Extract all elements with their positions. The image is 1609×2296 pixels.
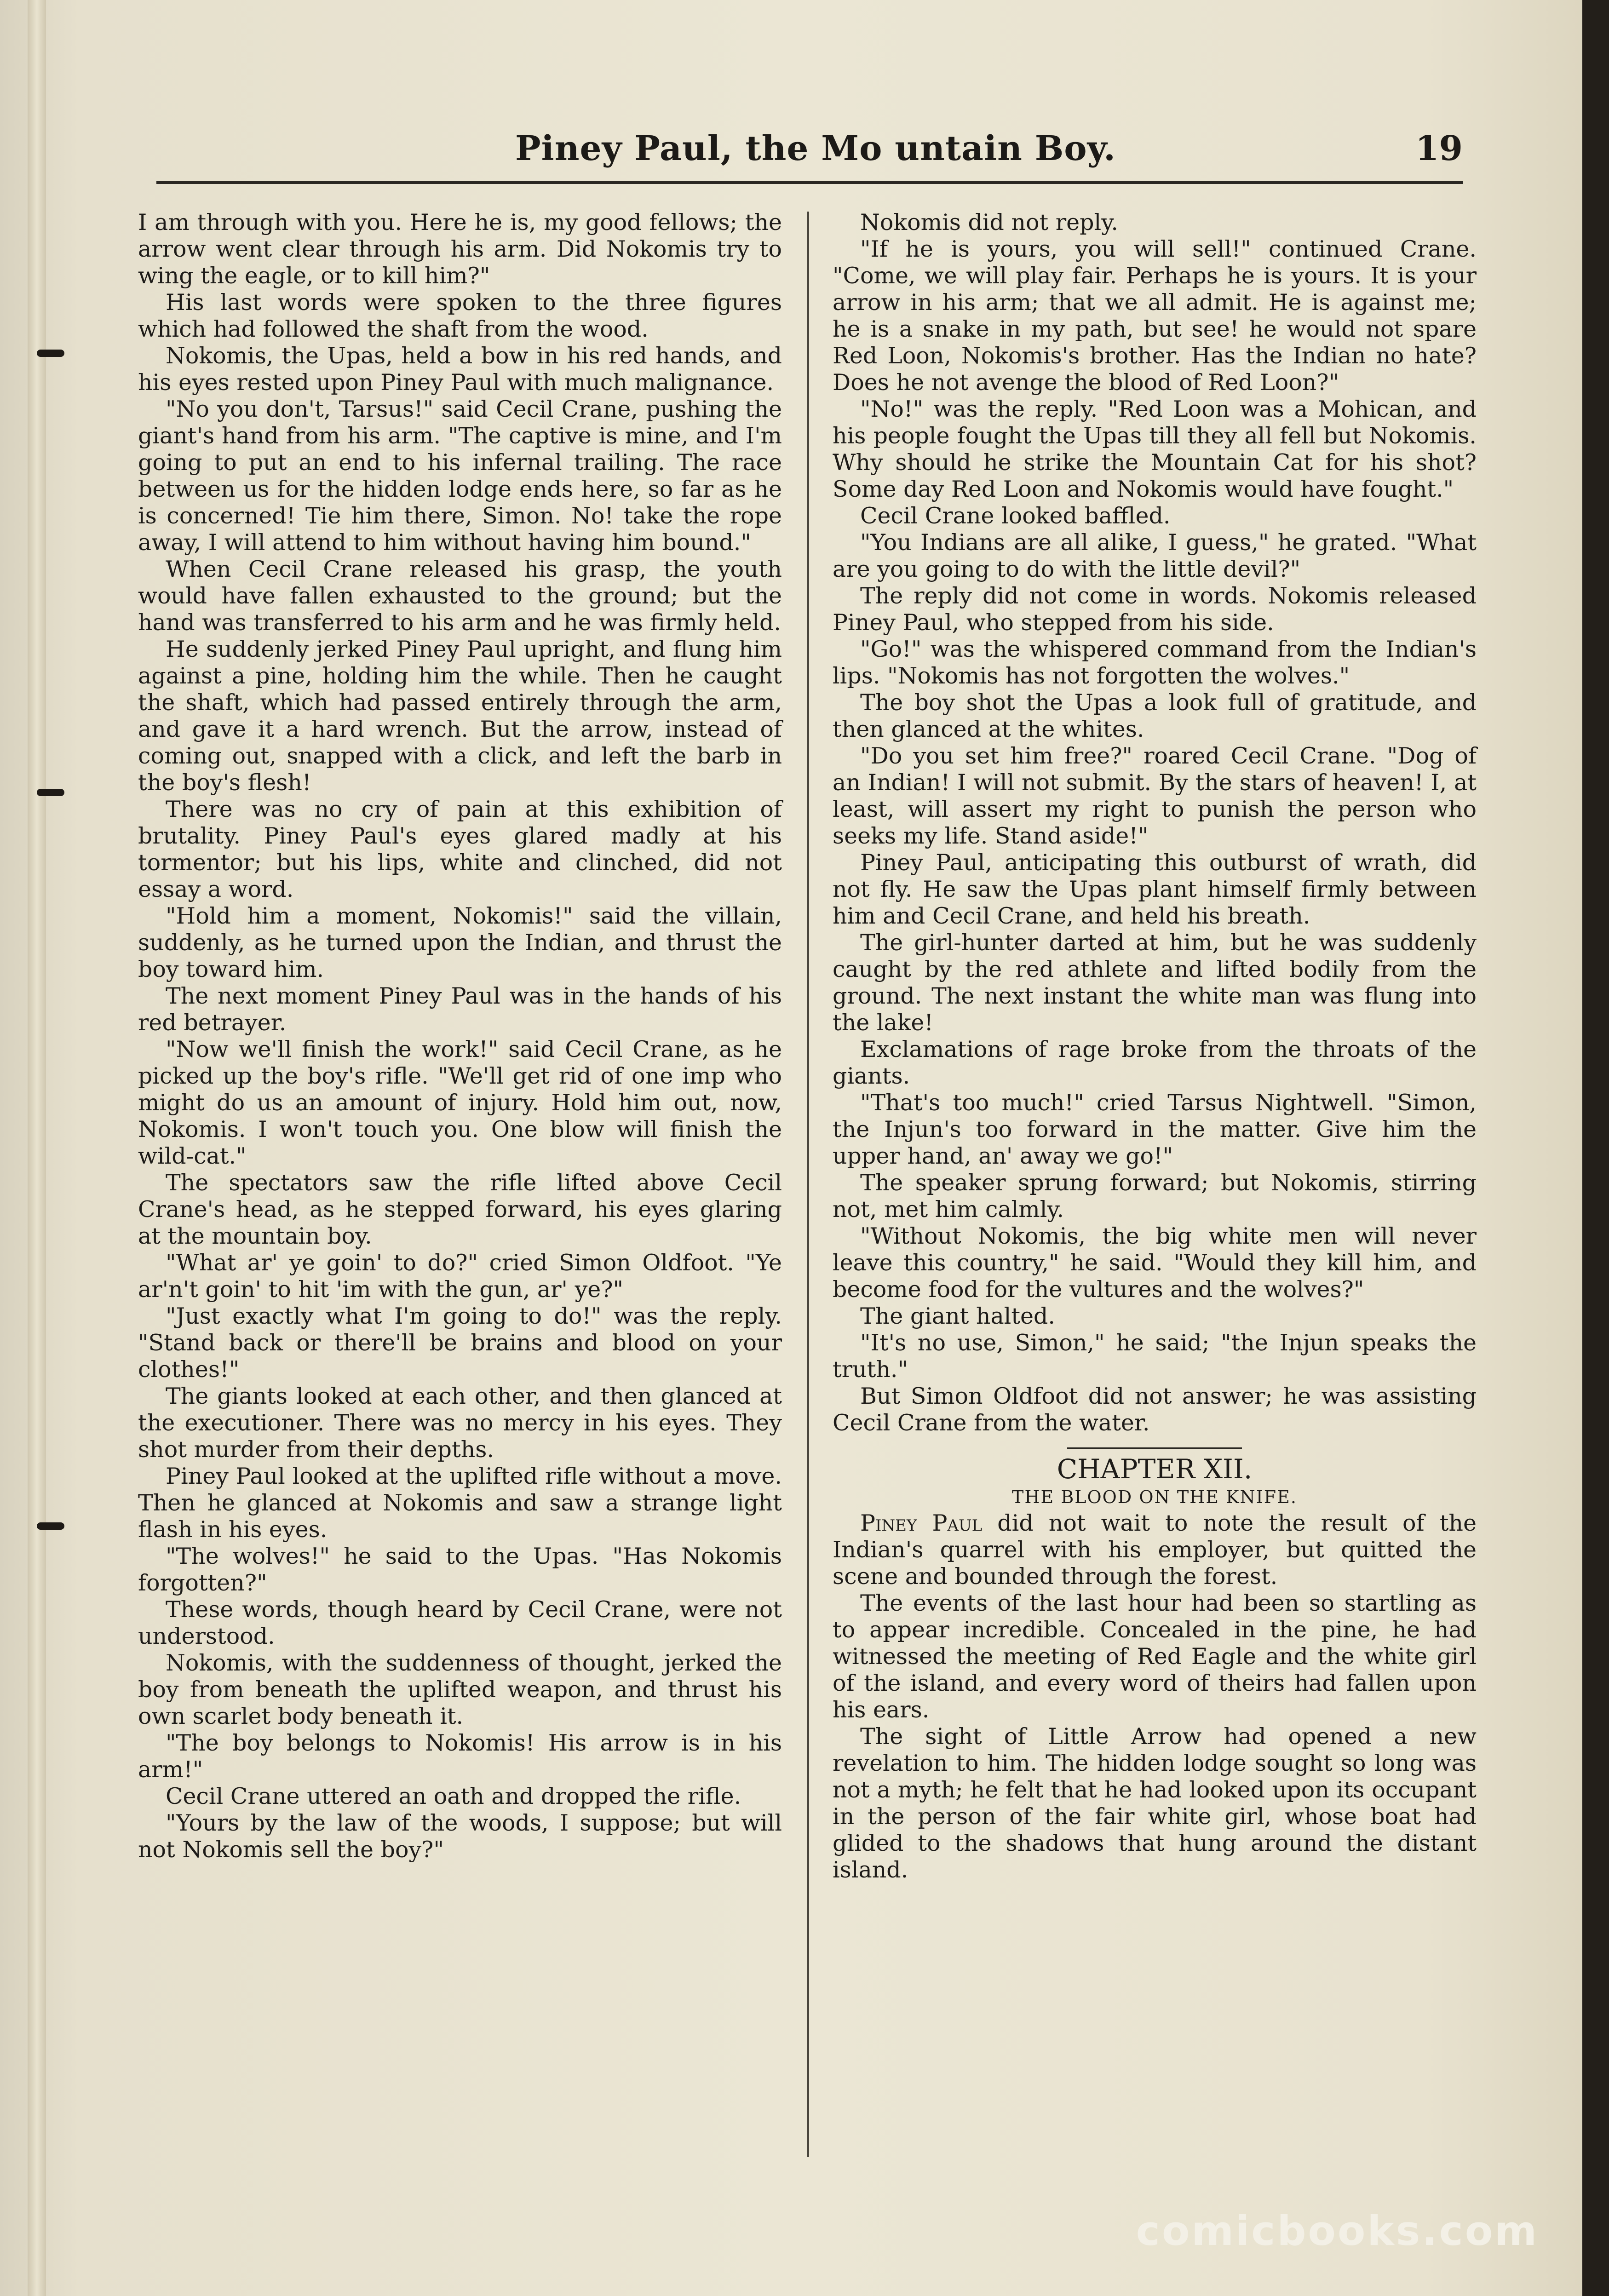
paragraph: There was no cry of pain at this exhibition of brutality. Piney Paul's eyes glared madly at his tormentor; but his lips, white and clinched, did not essay a word. xyxy=(138,796,782,902)
paragraph: "Go!" was the whispered command from the Indian's lips. "Nokomis has not forgotten the wolves." xyxy=(833,636,1477,689)
paragraph: But Simon Oldfoot did not answer; he was assisting Cecil Crane from the water. xyxy=(833,1383,1477,1436)
header-rule xyxy=(156,181,1463,184)
paragraph: "You Indians are all alike, I guess," he grated. "What are you going to do with the little devil?" xyxy=(833,529,1477,582)
paragraph: These words, though heard by Cecil Crane, were not understood. xyxy=(138,1596,782,1649)
paragraph: When Cecil Crane released his grasp, the youth would have fallen exhausted to the ground; but the hand was transferred to his arm and he was firmly held. xyxy=(138,556,782,636)
chapter-rule xyxy=(1067,1447,1242,1449)
paragraph: "Yours by the law of the woods, I suppose; but will not Nokomis sell the boy?" xyxy=(138,1810,782,1863)
paragraph: "Do you set him free?" roared Cecil Crane. "Dog of an Indian! I will not submit. By the stars of heaven! I, at least, will assert my right to punish the person who seeks my life. Stand aside!" xyxy=(833,743,1477,849)
page-header xyxy=(156,115,1463,184)
paragraph: The spectators saw the rifle lifted above Cecil Crane's head, as he stepped forward, his eyes glaring at the mountain boy. xyxy=(138,1170,782,1249)
paragraph: The giants looked at each other, and then glanced at the executioner. There was no mercy in his eyes. They shot murder from their depths. xyxy=(138,1383,782,1463)
paragraph: Nokomis, with the suddenness of thought, jerked the boy from beneath the uplifted weapon, and thrust his own scarlet body beneath it. xyxy=(138,1650,782,1729)
paragraph: Cecil Crane uttered an oath and dropped the rifle. xyxy=(166,1783,741,1809)
column-divider xyxy=(807,212,809,2157)
paragraph: "Without Nokomis, the big white men will never leave this country," he said. "Would they kill him, and become food for the vultures and the wolves?" xyxy=(833,1223,1477,1303)
paragraph: The speaker sprung forward; but Nokomis, stirring not, met him calmly. xyxy=(833,1170,1477,1223)
paragraph: Piney Paul, anticipating this outburst of wrath, did not fly. He saw the Upas plant himself firmly between him and Cecil Crane, and held his breath. xyxy=(833,850,1477,929)
paragraph: Nokomis, the Upas, held a bow in his red hands, and his eyes rested upon Piney Paul with much malignance. xyxy=(138,343,782,396)
paragraph: His last words were spoken to the three figures which had followed the shaft from the wood. xyxy=(138,289,782,342)
page-edge-shadow xyxy=(1582,0,1609,2296)
running-title: Piney Paul, the Mo untain Boy. xyxy=(515,129,1116,168)
paragraph: Exclamations of rage broke from the throats of the giants. xyxy=(833,1036,1477,1089)
paragraph: "The wolves!" he said to the Upas. "Has Nokomis forgotten?" xyxy=(138,1543,782,1596)
chapter-subtitle: THE BLOOD ON THE KNIFE. xyxy=(1012,1487,1297,1507)
watermark: comicbooks.com xyxy=(1136,2207,1539,2255)
page-binding xyxy=(28,0,46,2296)
right-column xyxy=(833,209,1477,1883)
paragraph: The next moment Piney Paul was in the hands of his red betrayer. xyxy=(138,983,782,1036)
paragraph: The boy shot the Upas a look full of gratitude, and then glanced at the whites. xyxy=(833,689,1477,742)
paragraph: "That's too much!" cried Tarsus Nightwell. "Simon, the Injun's too forward in the matter. Give him the upper hand, an' away we go!" xyxy=(833,1090,1477,1169)
paragraph: "Now we'll finish the work!" said Cecil Crane, as he picked up the boy's rifle. "We'll get rid of one imp who might do us an amount of injury. Hold him out, now, Nokomis. I won't touch you. One blow will finish the wild-cat." xyxy=(138,1036,782,1169)
paragraph: I am through with you. Here he is, my good fellows; the arrow went clear through his arm. Did Nokomis try to wing the eagle, or to kill him?" xyxy=(138,209,782,289)
paragraph: "What ar' ye goin' to do?" cried Simon Oldfoot. "Ye ar'n't goin' to hit 'im with the gun, ar' ye?" xyxy=(138,1250,782,1303)
paragraph: The girl-hunter darted at him, but he was suddenly caught by the red athlete and lifted bodily from the ground. The next instant the white man was flung into the lake! xyxy=(833,930,1477,1036)
binding-staple xyxy=(37,350,64,357)
chapter-title: CHAPTER XII. xyxy=(1057,1453,1253,1485)
paragraph: The events of the last hour had been so startling as to appear incredible. Concealed in the pine, he had witnessed the meeting of Red Eagle and the white girl of the island, and every word of theirs had fallen upon his ears. xyxy=(833,1590,1477,1723)
binding-staple xyxy=(37,789,64,796)
paragraph: "The boy belongs to Nokomis! His arrow is in his arm!" xyxy=(138,1730,782,1783)
chapter-lead-words: Piney Paul xyxy=(860,1510,983,1536)
binding-staple xyxy=(37,1522,64,1530)
paragraph: The sight of Little Arrow had opened a new revelation to him. The hidden lodge sought so long was not a myth; he felt that he had looked upon its occupant in the person of the fair white girl, whose boat had glided to the shadows that hung around the distant island. xyxy=(833,1723,1477,1883)
paragraph: Cecil Crane looked baffled. xyxy=(860,503,1171,529)
chapter-lead-text: did not wait to note the result of the Indian's quarrel with his employer, but quitted the scene and bounded through the forest. xyxy=(833,1510,1477,1590)
paragraph: "No!" was the reply. "Red Loon was a Mohican, and his people fought the Upas till they all fell but Nokomis. Why should he strike the Mountain Cat for his shot? Some day Red Loon and Nokomis would have fought." xyxy=(833,396,1477,502)
paragraph: "If he is yours, you will sell!" continued Crane. "Come, we will play fair. Perhaps he is yours. It is your arrow in his arm; that we all admit. He is against me; he is a snake in my path, but see! he would not spare Red Loon, Nokomis's brother. Has the Indian no hate? Does he not avenge the blood of Red Loon?" xyxy=(833,236,1477,396)
left-column xyxy=(138,209,782,1863)
paragraph: Nokomis did not reply. xyxy=(860,209,1118,235)
chapter-opening-paragraph xyxy=(833,1510,1477,1590)
paragraph: The giant halted. xyxy=(860,1303,1055,1329)
paragraph: "It's no use, Simon," he said; "the Injun speaks the truth." xyxy=(833,1330,1477,1383)
paragraph: "No you don't, Tarsus!" said Cecil Crane, pushing the giant's hand from his arm. "The captive is mine, and I'm going to put an end to his infernal trailing. The race between us for the hidden lodge ends here, so far as he is concerned! Tie him there, Simon. No! take the rope away, I will attend to him without having him bound." xyxy=(138,396,782,556)
paragraph: Piney Paul looked at the uplifted rifle without a move. Then he glanced at Nokomis and saw a strange light flash in his eyes. xyxy=(138,1463,782,1543)
page-number: 19 xyxy=(1415,129,1463,168)
paragraph: The reply did not come in words. Nokomis released Piney Paul, who stepped from his side. xyxy=(833,583,1477,636)
paragraph: "Hold him a moment, Nokomis!" said the villain, suddenly, as he turned upon the Indian, and thrust the boy toward him. xyxy=(138,903,782,982)
paragraph: "Just exactly what I'm going to do!" was the reply. "Stand back or there'll be brains and blood on your clothes!" xyxy=(138,1303,782,1383)
paragraph: He suddenly jerked Piney Paul upright, and flung him against a pine, holding him the while. Then he caught the shaft, which had passed entirely through the arm, and gave it a hard wrench. But the arrow, instead of coming out, snapped with a click, and left the barb in the boy's flesh! xyxy=(138,636,782,796)
